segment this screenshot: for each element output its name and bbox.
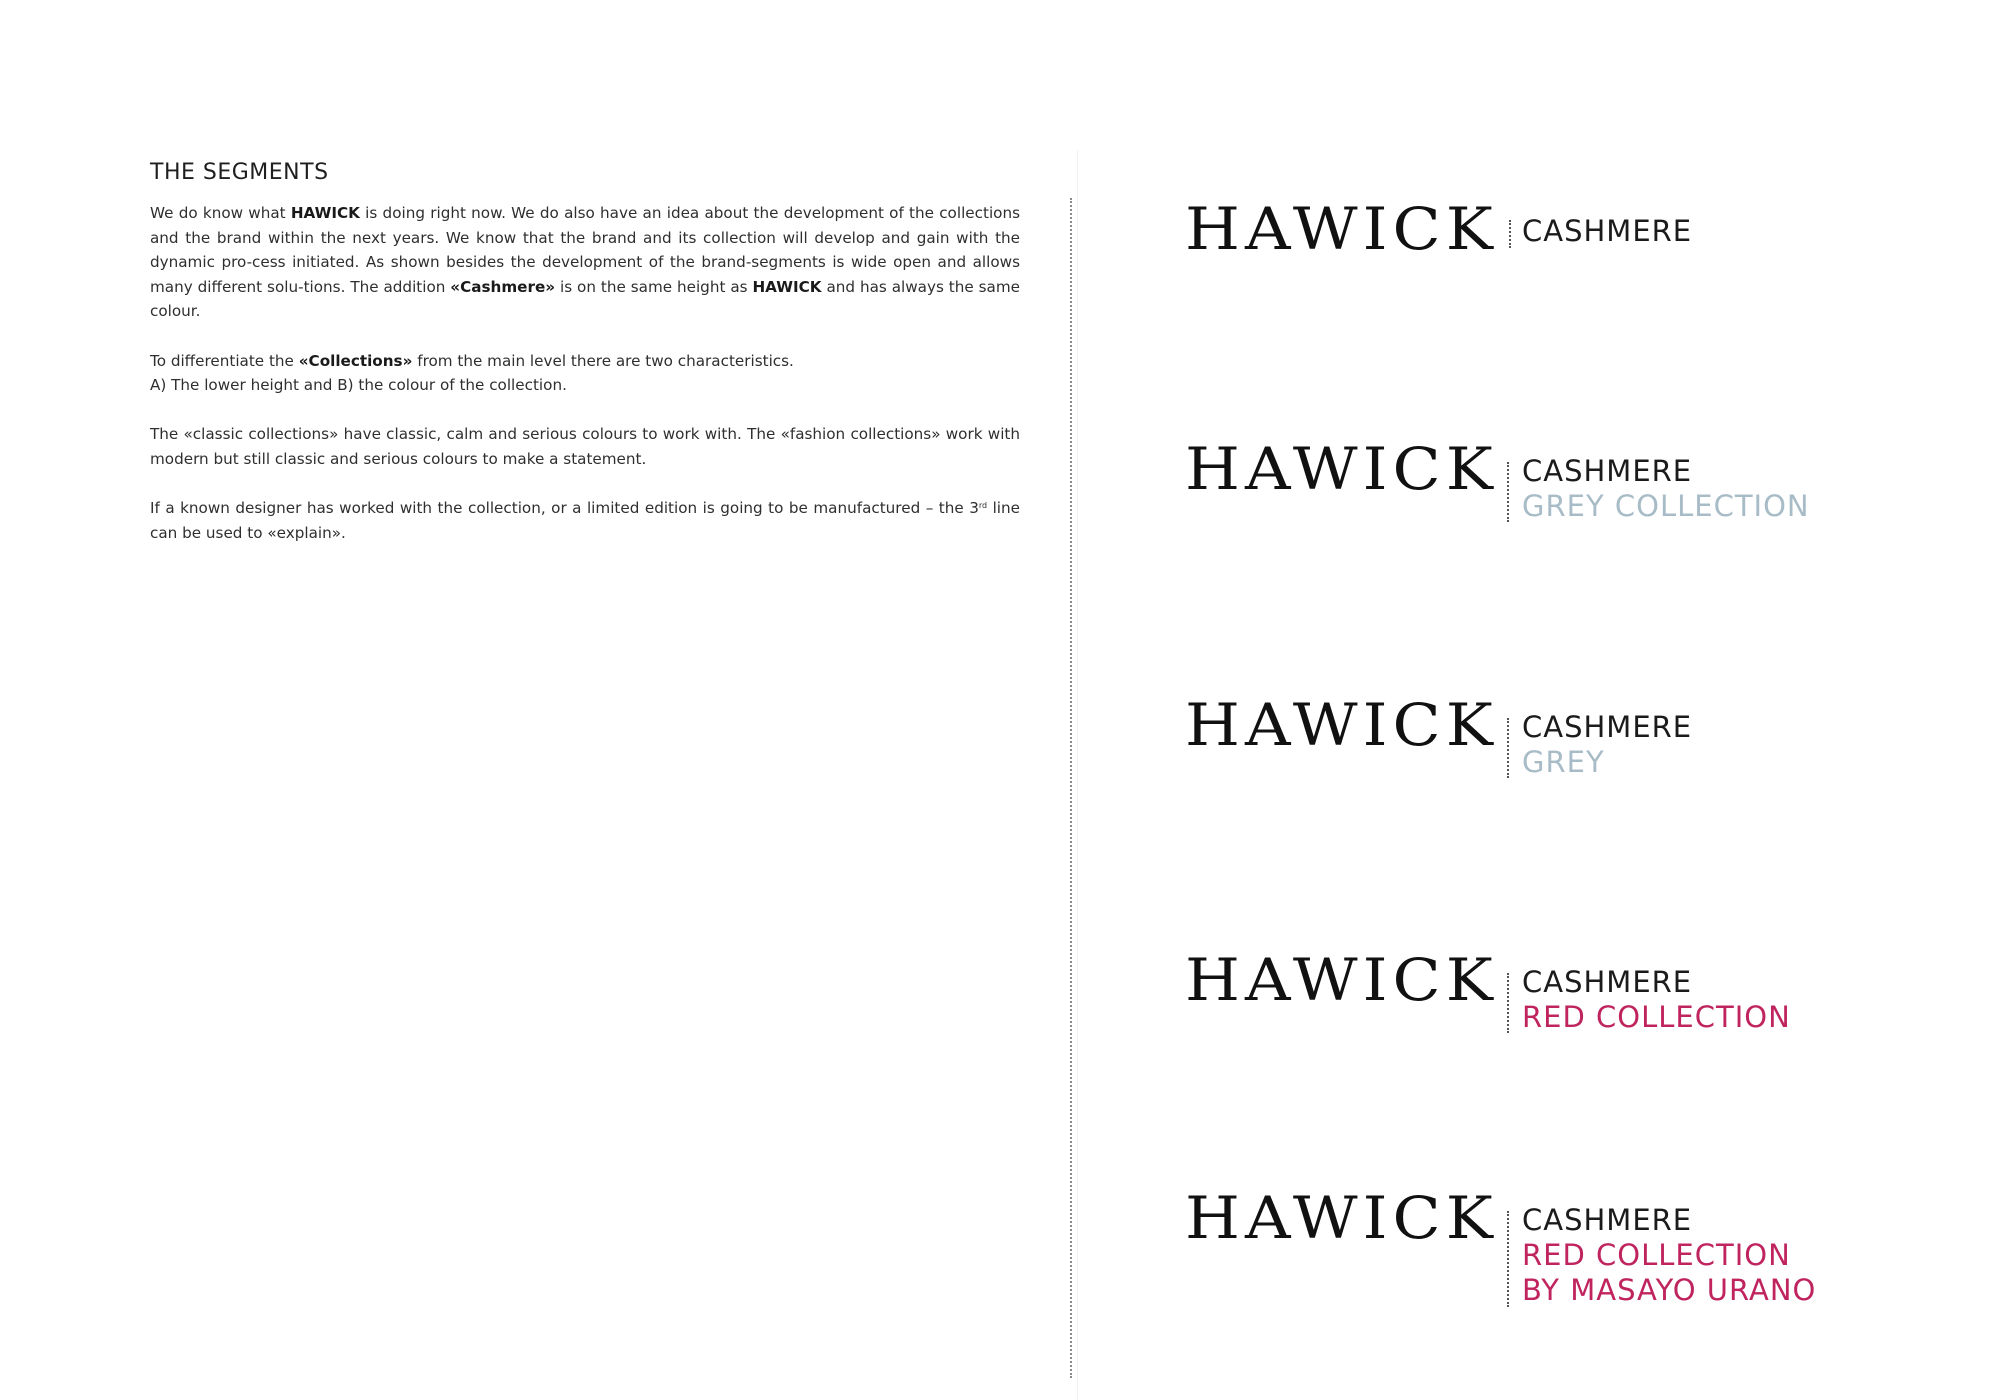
section-title: THE SEGMENTS <box>150 160 329 185</box>
logo-lines <box>1522 1203 1816 1308</box>
paragraph-intro <box>150 201 1020 324</box>
column-edge <box>1077 150 1078 1400</box>
wordmark: HAWICK <box>1185 195 1498 263</box>
cashmere-bold: «Cashmere» <box>450 277 556 296</box>
logo-dotted-divider <box>1507 973 1509 1033</box>
logo-line: GREY COLLECTION <box>1522 489 1810 523</box>
wordmark: HAWICK <box>1185 946 1498 1014</box>
collections-bold: «Collections» <box>298 351 413 370</box>
logo-line: RED COLLECTION <box>1522 1000 1791 1034</box>
logo-line: RED COLLECTION <box>1522 1238 1791 1272</box>
ordinal-suffix: rd <box>978 501 988 511</box>
wordmark: HAWICK <box>1185 435 1498 503</box>
logo-dotted-divider <box>1507 462 1509 522</box>
wordmark: HAWICK <box>1185 1184 1498 1252</box>
logo-line: CASHMERE <box>1522 965 1693 999</box>
text-run: from the main level there are two characteristics. <box>412 351 794 370</box>
logo-dotted-divider <box>1509 220 1511 248</box>
text-run: We do know what <box>150 204 291 222</box>
logo-line: GREY <box>1522 745 1605 779</box>
logo-lines <box>1522 214 1692 249</box>
logo-dotted-divider <box>1507 718 1509 778</box>
logo-line: CASHMERE <box>1522 1203 1693 1237</box>
text-run: To differentiate the <box>150 351 299 370</box>
text-run: is on the same height as <box>555 277 753 296</box>
text-run: and has always the same colour. <box>150 277 1020 321</box>
paragraph-classic-fashion: The «classic collections» have classic, calm and serious colours to work with. The «fashion collections» work with modern but still classic and serious colours to make a statement. <box>150 425 1020 468</box>
logo-line: BY MASAYO URANO <box>1522 1273 1817 1307</box>
logo-lines <box>1522 710 1692 780</box>
text-column <box>150 160 1020 570</box>
logo-dotted-divider <box>1507 1211 1509 1307</box>
text-run: is doing right now. We do also have an idea about the development of the collections and the brand within the next years. We know that the brand and its collection will develop and gain with the dynamic pro-cess initiated. As shown besides the development of the brand-segments is wide open and allows many different solu-tions. The addition <box>150 204 1020 296</box>
wordmark: HAWICK <box>1185 691 1498 759</box>
logo-lines <box>1522 965 1791 1035</box>
logo-line: CASHMERE <box>1522 710 1693 744</box>
logo-lines <box>1522 454 1810 524</box>
text-run: line can be used to «explain». <box>150 499 1020 542</box>
center-dotted-divider <box>1070 198 1072 1378</box>
paragraph-designer <box>150 496 1020 545</box>
paragraph-collections <box>150 349 1020 398</box>
brand-name-bold: HAWICK <box>290 204 360 222</box>
brand-name-bold: HAWICK <box>752 277 822 296</box>
characteristics-line: A) The lower height and B) the colour of the collection. <box>150 376 567 395</box>
text-run: If a known designer has worked with the collection, or a limited edition is going to be manufactured – the 3 <box>150 499 979 518</box>
logo-line: CASHMERE <box>1522 214 1693 248</box>
logo-line: CASHMERE <box>1522 454 1693 488</box>
